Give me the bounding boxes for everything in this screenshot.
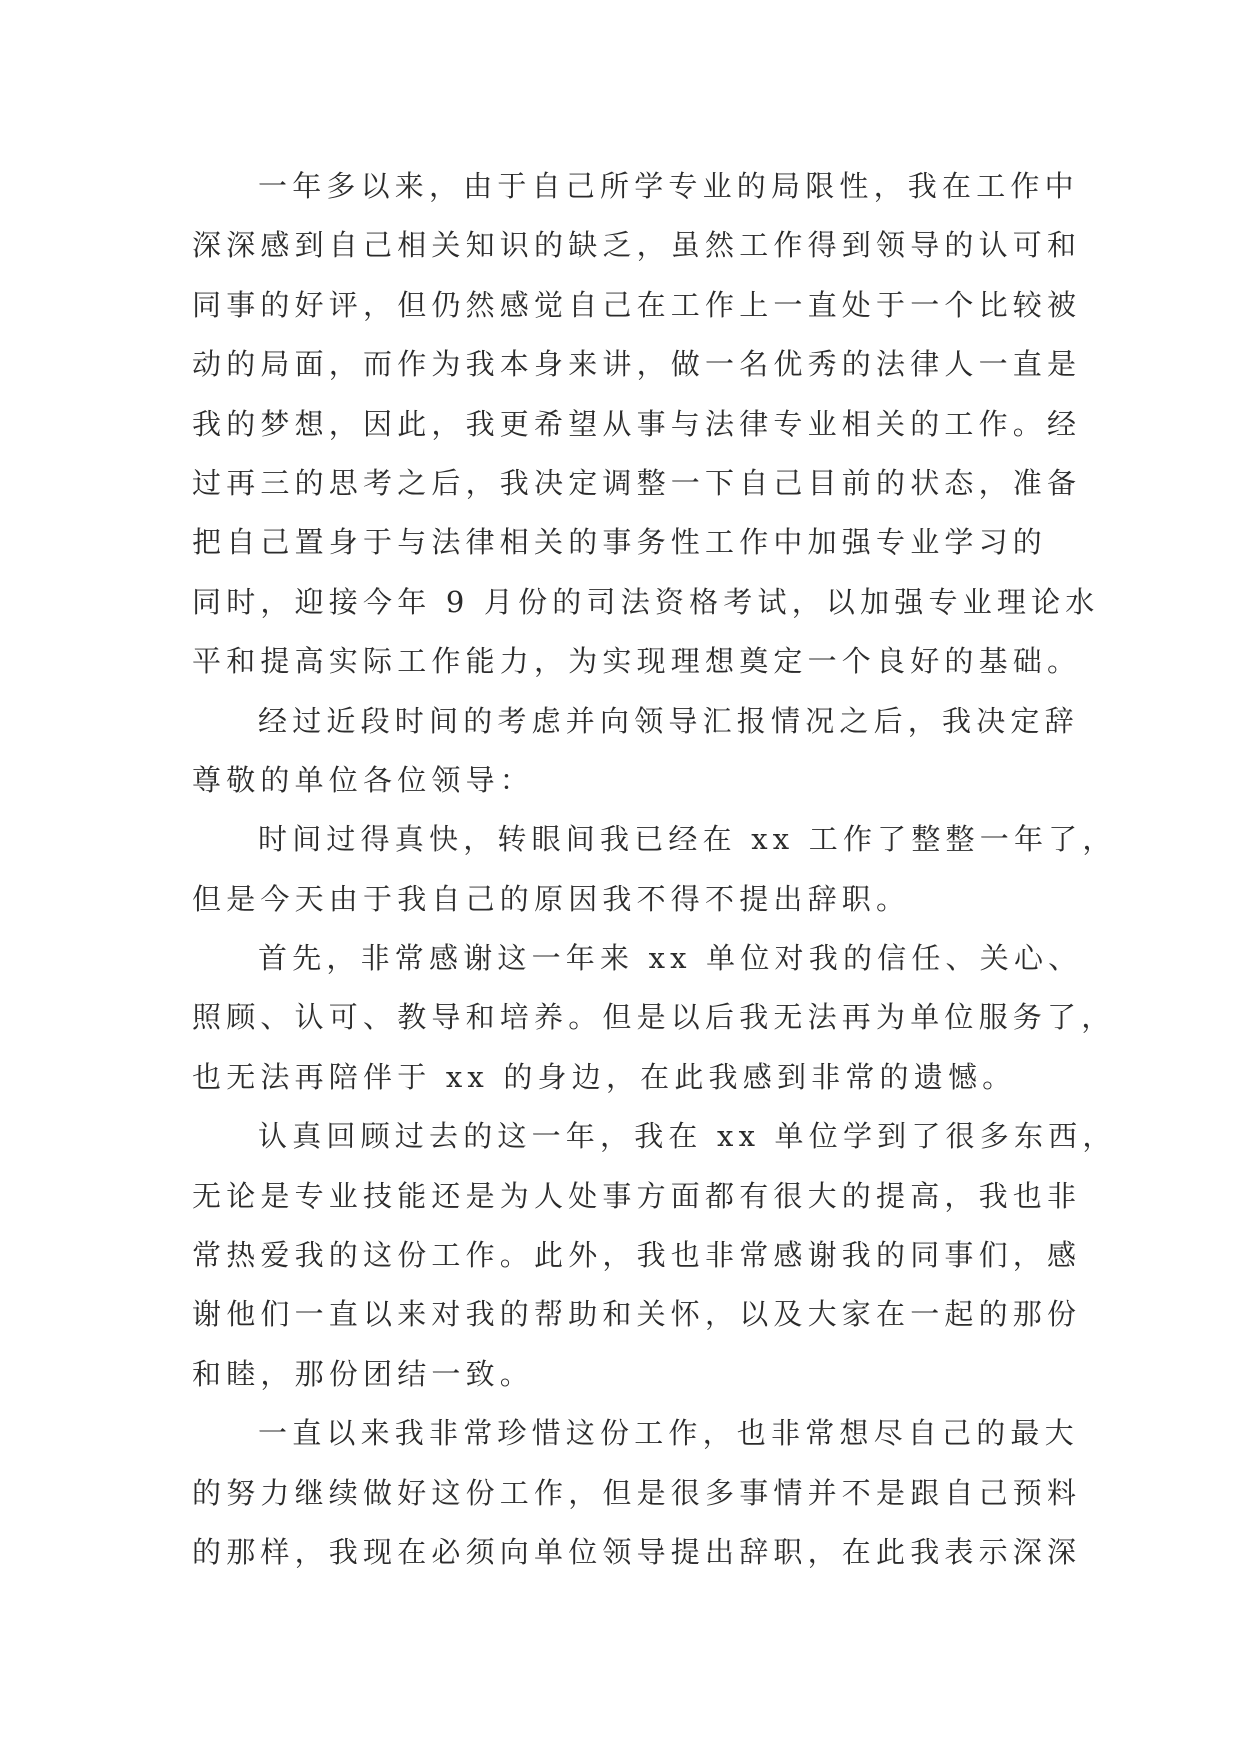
text-line: 认真回顾过去的这一年，我在 xx 单位学到了很多东西， (258, 1119, 1117, 1154)
text-line: 首先，非常感谢这一年来 xx 单位对我的信任、关心、 (258, 941, 1083, 976)
text-line: 谢他们一直以来对我的帮助和关怀，以及大家在一起的那份 (192, 1297, 1082, 1332)
text-line: 照顾、认可、教导和培养。但是以后我无法再为单位服务了， (192, 1000, 1116, 1035)
text-line: 动的局面，而作为我本身来讲，做一名优秀的法律人一直是 (192, 347, 1082, 382)
document-body (192, 157, 1117, 1582)
text-line: 无论是专业技能还是为人处事方面都有很大的提高，我也非 (192, 1178, 1082, 1213)
text-line: 同事的好评，但仍然感觉自己在工作上一直处于一个比较被 (192, 287, 1082, 322)
text-line: 一直以来我非常珍惜这份工作，也非常想尽自己的最大 (258, 1416, 1079, 1451)
text-line: 和睦，那份团结一致。 (192, 1356, 535, 1391)
text-line: 平和提高实际工作能力，为实现理想奠定一个良好的基础。 (192, 644, 1082, 679)
text-line: 把自己置身于与法律相关的事务性工作中加强专业学习的 (192, 525, 1048, 560)
text-line: 同时，迎接今年 9 月份的司法资格考试，以加强专业理论水 (192, 584, 1100, 619)
text-line: 一年多以来，由于自己所学专业的局限性，我在工作中 (258, 169, 1079, 203)
text-line: 常热爱我的这份工作。此外，我也非常感谢我的同事们，感 (192, 1238, 1082, 1273)
text-line: 的那样，我现在必须向单位领导提出辞职，在此我表示深深 (192, 1534, 1082, 1569)
text-line: 的努力继续做好这份工作，但是很多事情并不是跟自己预料 (192, 1475, 1082, 1510)
text-line: 但是今天由于我自己的原因我不得不提出辞职。 (192, 881, 911, 916)
text-line: 我的梦想，因此，我更希望从事与法律专业相关的工作。经 (192, 406, 1082, 441)
salutation: 尊敬的单位各位领导： (192, 762, 535, 797)
text-line: 经过近段时间的考虑并向领导汇报情况之后，我决定辞 (258, 703, 1079, 738)
text-line: 深深感到自己相关知识的缺乏，虽然工作得到领导的认可和 (192, 228, 1082, 263)
text-line: 也无法再陪伴于 xx 的身边，在此我感到非常的遗憾。 (192, 1059, 1017, 1094)
text-line: 时间过得真快，转眼间我已经在 xx 工作了整整一年了， (258, 822, 1117, 857)
text-line: 过再三的思考之后，我决定调整一下自己目前的状态，准备 (192, 465, 1082, 500)
